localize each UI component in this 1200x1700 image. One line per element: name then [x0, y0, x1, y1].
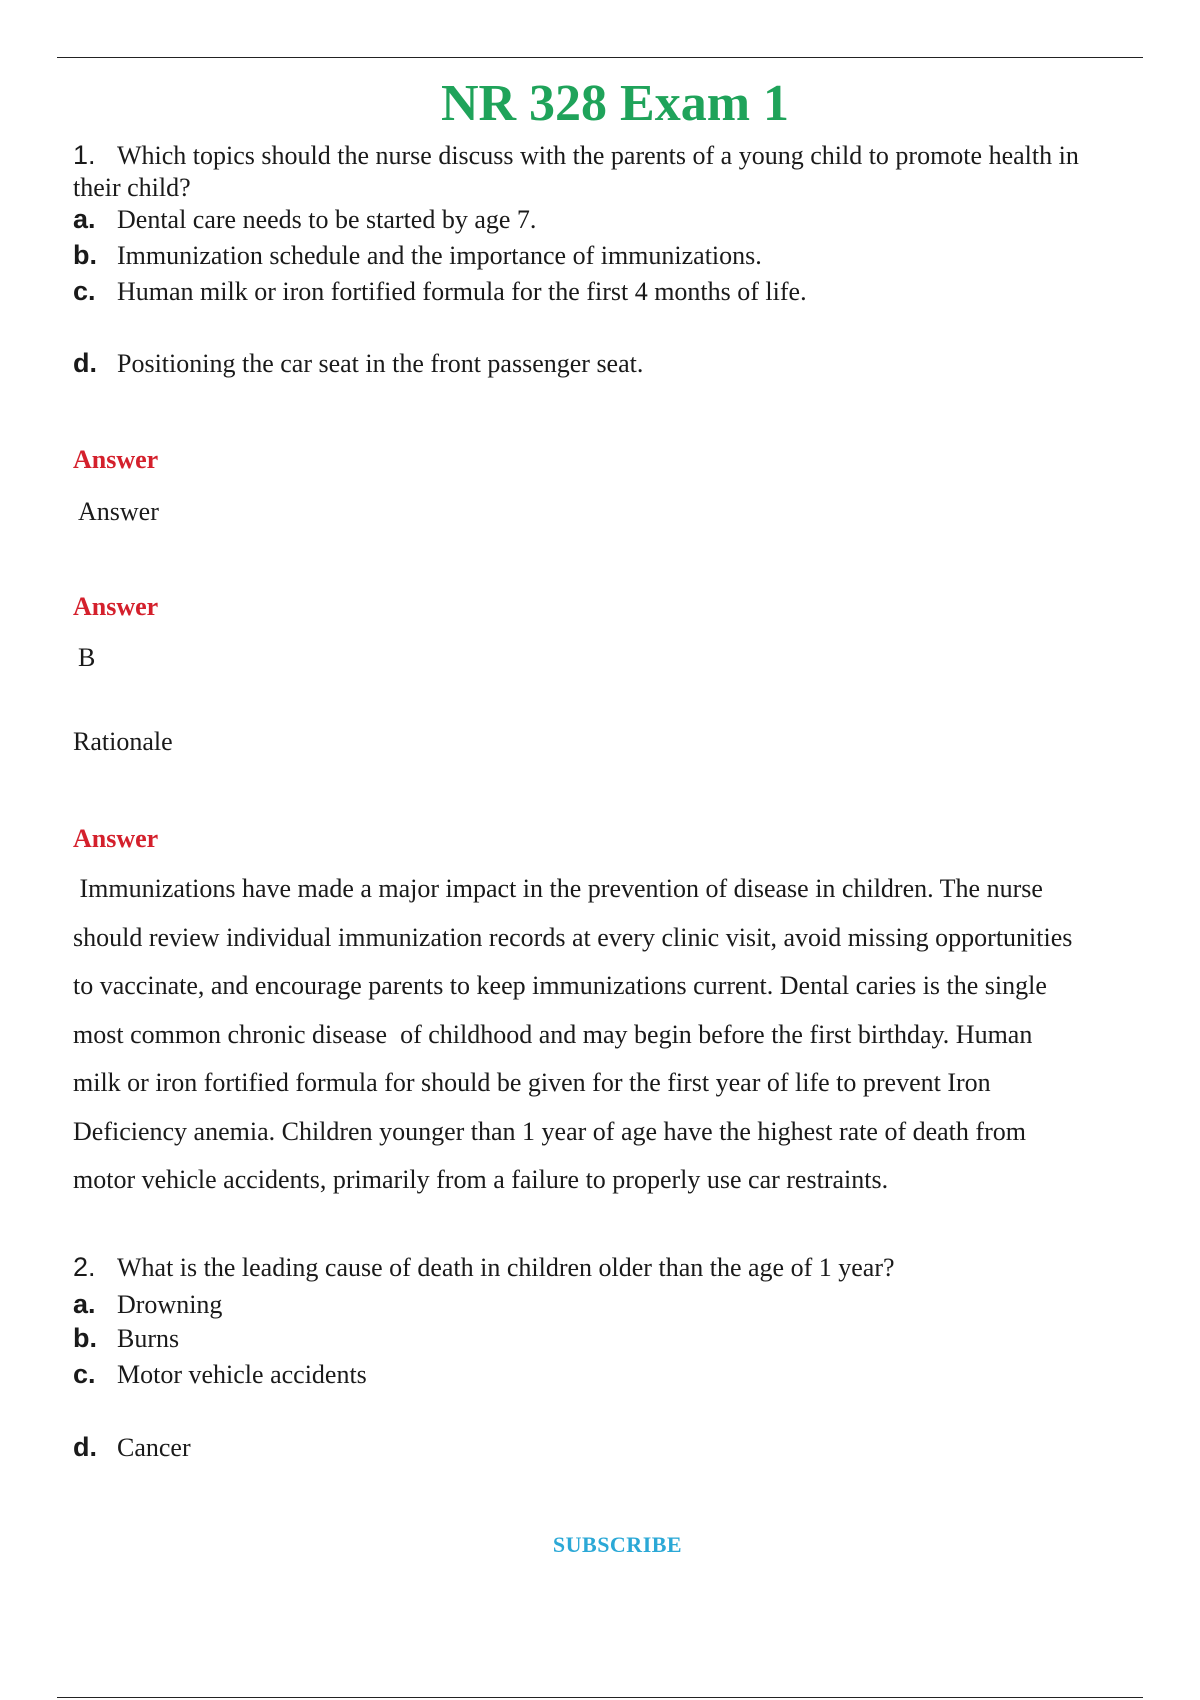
option-letter: b. [73, 240, 97, 270]
option-text: Dental care needs to be started by age 7. [117, 205, 537, 234]
page-title: NR 328 Exam 1 [440, 75, 790, 132]
question-1-option-b [73, 239, 762, 272]
option-letter: a. [73, 1289, 96, 1319]
option-text: Human milk or iron fortified formula for the first 4 months of life. [117, 277, 807, 306]
question-2-text: What is the leading cause of death in children older than the age of 1 year? [117, 1253, 895, 1282]
rationale-line: most common chronic disease of childhood and may begin before the first birthday. Human [73, 1019, 1033, 1049]
question-2-option-c [73, 1358, 367, 1391]
option-letter: d. [73, 1432, 97, 1462]
subscribe-link[interactable]: SUBSCRIBE [552, 1532, 683, 1557]
question-1-number: 1. [73, 140, 96, 170]
rationale-line: milk or iron fortified formula for should be given for the first year of life to prevent Iron [73, 1068, 991, 1097]
rationale-line: Immunizations have made a major impact in the prevention of disease in children. The nurse [73, 874, 1043, 903]
question-1-option-a [73, 203, 536, 236]
top-rule [57, 57, 1143, 58]
question-1-option-d [73, 347, 643, 380]
option-text: Drowning [117, 1290, 223, 1319]
option-text: Positioning the car seat in the front passenger seat. [117, 349, 644, 378]
option-letter: c. [73, 1359, 96, 1389]
option-letter: d. [73, 348, 97, 378]
rationale-line: to vaccinate, and encourage parents to keep immunizations current. Dental caries is the single [73, 971, 1047, 1000]
option-text: Cancer [117, 1433, 191, 1462]
answer-text-1: Answer [78, 497, 159, 526]
question-2-number: 2. [73, 1252, 96, 1282]
rationale-line: Deficiency anemia. Children younger than 1 year of age have the highest rate of death from [73, 1116, 1026, 1146]
question-1-text-line2: their child? [73, 173, 191, 202]
answer-label-2: Answer [73, 592, 159, 621]
option-text: Burns [117, 1324, 180, 1353]
question-2-option-d [73, 1431, 191, 1464]
question-1-option-c [73, 275, 807, 308]
answer-value: B [78, 643, 96, 672]
option-letter: a. [73, 204, 96, 234]
option-text: Immunization schedule and the importance of immunizations. [117, 241, 762, 270]
question-2-option-b [73, 1322, 179, 1355]
question-1 [73, 139, 1153, 204]
option-text: Motor vehicle accidents [117, 1360, 367, 1389]
question-1-text-line1: Which topics should the nurse discuss with the parents of a young child to promote health in [117, 141, 1079, 170]
question-2 [73, 1251, 1153, 1284]
option-letter: b. [73, 1323, 97, 1353]
bottom-rule [57, 1697, 1143, 1698]
rationale-paragraph [73, 865, 1173, 1205]
rationale-line: should review individual immunization records at every clinic visit, avoid missing opportunities [73, 922, 1073, 952]
rationale-line: motor vehicle accidents, primarily from a failure to properly use car restraints. [73, 1165, 889, 1194]
answer-label-1: Answer [73, 445, 159, 474]
option-letter: c. [73, 276, 96, 306]
answer-label-3: Answer [73, 824, 159, 853]
question-2-option-a [73, 1288, 222, 1321]
rationale-heading: Rationale [73, 727, 173, 756]
